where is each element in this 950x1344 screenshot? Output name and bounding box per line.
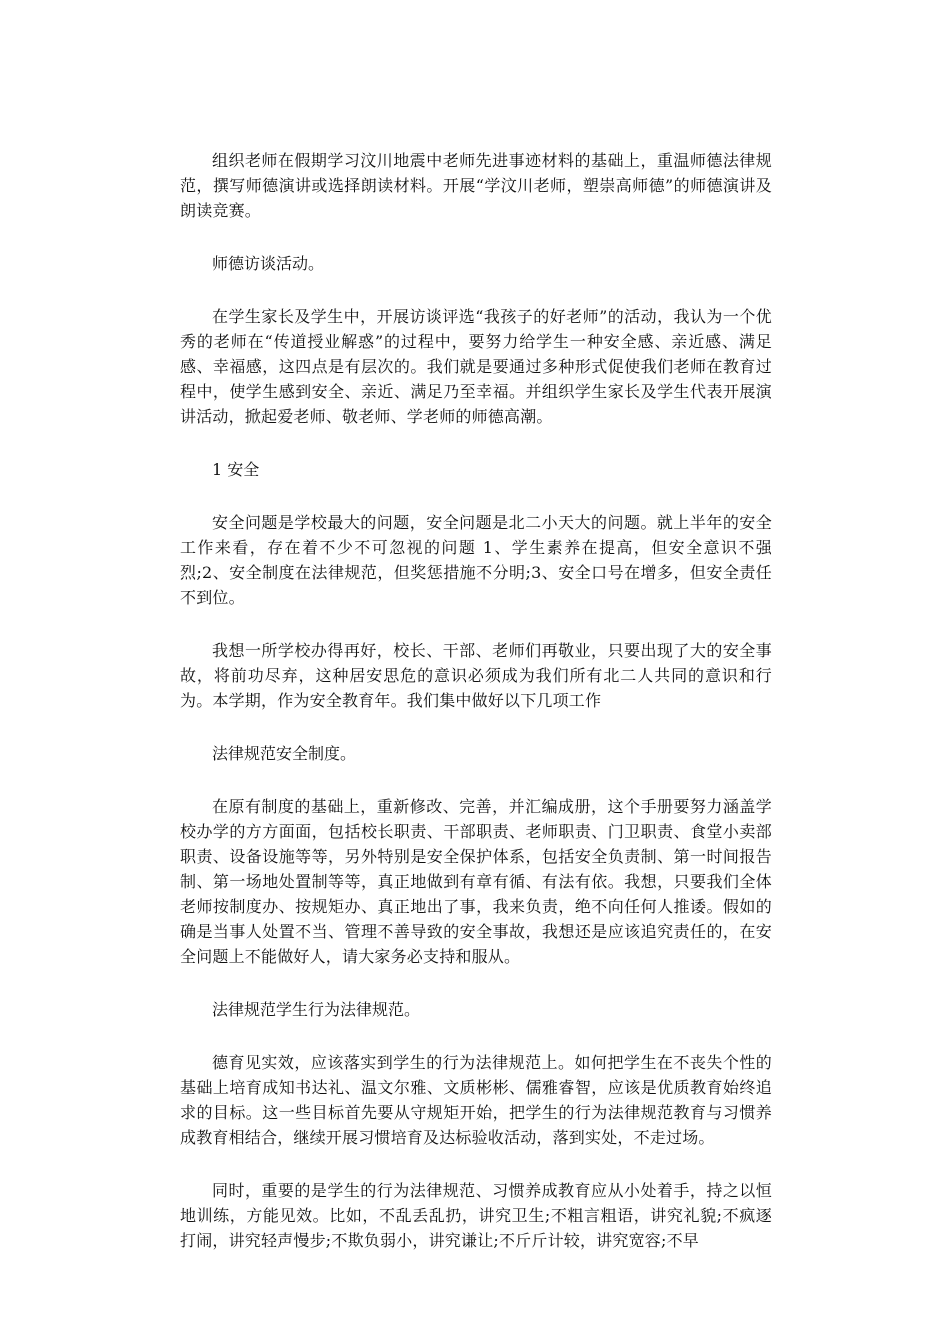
heading-safety: 1 安全	[212, 460, 260, 479]
paragraph-safety-problems: 安全问题是学校最大的问题，安全问题是北二小天大的问题。就上半年的安全工作来看，存在着不少不可忽视的问题 1、学生素养在提高，但安全意识不强烈;2、安全制度在法律规范，但奖惩措施不分明;3、安全口号在增多，但安全责任不到位。	[180, 513, 772, 607]
paragraph-habit-training: 同时，重要的是学生的行为法律规范、习惯养成教育应从小处着手，持之以恒地训练，方能见效。比如，不乱丢乱扔，讲究卫生;不粗言粗语，讲究礼貌;不疯逐打闹，讲究轻声慢步;不欺负弱小，讲究谦让;不斤斤计较，讲究宽容;不早	[180, 1181, 772, 1250]
paragraph-speech-contest: 组织老师在假期学习汶川地震中老师先进事迹材料的基础上，重温师德法律规范，撰写师德演讲或选择朗读材料。开展“学汶川老师，塑崇高师德”的师德演讲及朗读竞赛。	[180, 151, 772, 220]
heading-interview-activity: 师德访谈活动。	[212, 254, 325, 273]
paragraph-moral-education: 德育见实效，应该落实到学生的行为法律规范上。如何把学生在不丧失个性的基础上培育成知书达礼、温文尔雅、文质彬彬、儒雅睿智，应该是优质教育始终追求的目标。这一些目标首先要从守规矩开始，把学生的行为法律规范教育与习惯养成教育相结合，继续开展习惯培育及达标验收活动，落到实处，不走过场。	[180, 1053, 772, 1147]
heading-student-behavior: 法律规范学生行为法律规范。	[212, 1000, 421, 1019]
heading-safety-system: 法律规范安全制度。	[212, 744, 357, 763]
paragraph-interview-details: 在学生家长及学生中，开展访谈评选“我孩子的好老师”的活动，我认为一个优秀的老师在“传道授业解惑”的过程中，要努力给学生一种安全感、亲近感、满足感、幸福感，这四点是有层次的。我们就是要通过多种形式促使我们老师在教育过程中，使学生感到安全、亲近、满足乃至幸福。并组织学生家长及学生代表开展演讲活动，掀起爱老师、敬老师、学老师的师德高潮。	[180, 307, 772, 426]
document-page	[180, 148, 772, 1281]
paragraph-safety-system: 在原有制度的基础上，重新修改、完善，并汇编成册，这个手册要努力涵盖学校办学的方方面面，包括校长职责、干部职责、老师职责、门卫职责、食堂小卖部职责、设备设施等等，另外特别是安全保护体系，包括安全负责制、第一时间报告制、第一场地处置制等等，真正地做到有章有循、有法有依。我想，只要我们全体老师按制度办、按规矩办、真正地出了事，我来负责，绝不向任何人推诿。假如的确是当事人处置不当、管理不善导致的安全事故，我想还是应该追究责任的，在安全问题上不能做好人，请大家务必支持和服从。	[180, 797, 772, 966]
paragraph-safety-awareness: 我想一所学校办得再好，校长、干部、老师们再敬业，只要出现了大的安全事故，将前功尽弃，这种居安思危的意识必须成为我们所有北二人共同的意识和行为。本学期，作为安全教育年。我们集中做好以下几项工作	[180, 641, 772, 710]
